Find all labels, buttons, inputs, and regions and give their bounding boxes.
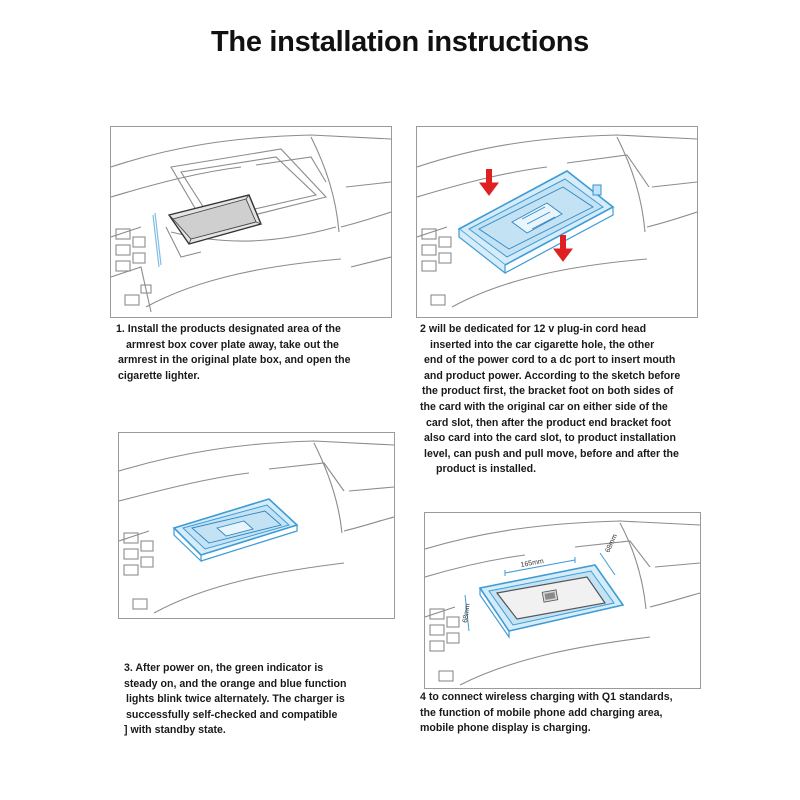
- step-text-line: end of the power cord to a dc port to insert mouth: [424, 354, 676, 367]
- step-text-line: the function of mobile phone add charging area,: [420, 706, 663, 719]
- step-text-line: steady on, and the orange and blue function: [124, 677, 347, 690]
- dimension-depth-label: 68mm: [462, 603, 472, 624]
- step-text-line: 1. Install the products designated area of the: [116, 323, 341, 335]
- step-4-text: [420, 690, 673, 737]
- step-text-line: lights blink twice alternately. The charger is: [126, 693, 345, 706]
- step-1-illustration: [110, 126, 392, 318]
- dimension-width-label: 68mm: [604, 533, 620, 554]
- step-text-line: card slot, then after the product end bracket foot: [426, 416, 671, 429]
- step-text-line: mobile phone display is charging.: [420, 722, 591, 735]
- step-text-line: product is installed.: [436, 463, 537, 476]
- step-text-line: inserted into the car cigarette hole, the other: [430, 338, 655, 351]
- dimension-length-label: 165mm: [520, 558, 545, 569]
- step-3-illustration: [118, 432, 395, 619]
- step-1-text: [116, 322, 351, 384]
- step-4-illustration: [424, 512, 701, 689]
- step-text-line: the card with the original car on either side of the: [420, 400, 668, 413]
- step-text-line: cigarette lighter.: [118, 369, 200, 382]
- step-text-line: 2 will be dedicated for 12 v plug-in cord head: [420, 323, 647, 335]
- step-text-line: ] with standby state.: [124, 724, 226, 737]
- step-text-line: and product power. According to the sketch before: [424, 369, 681, 382]
- step-text-line: 4 to connect wireless charging with Q1 standards,: [420, 691, 673, 703]
- step-text-line: armrest box cover plate away, take out the: [126, 338, 339, 351]
- step-text-line: level, can push and pull move, before and after the: [424, 447, 679, 460]
- step-text-line: the product first, the bracket foot on both sides of: [422, 385, 674, 398]
- step-text-line: armrest in the original plate box, and open the: [118, 354, 351, 367]
- step-2-text: [420, 322, 680, 478]
- step-text-line: also card into the card slot, to product installation: [424, 432, 676, 445]
- step-2-illustration: [416, 126, 698, 318]
- step-text-line: 3. After power on, the green indicator is: [124, 662, 324, 674]
- page-title: The installation instructions: [210, 26, 589, 58]
- step-3-text: [124, 661, 346, 739]
- step-text-line: successfully self-checked and compatible: [126, 708, 338, 721]
